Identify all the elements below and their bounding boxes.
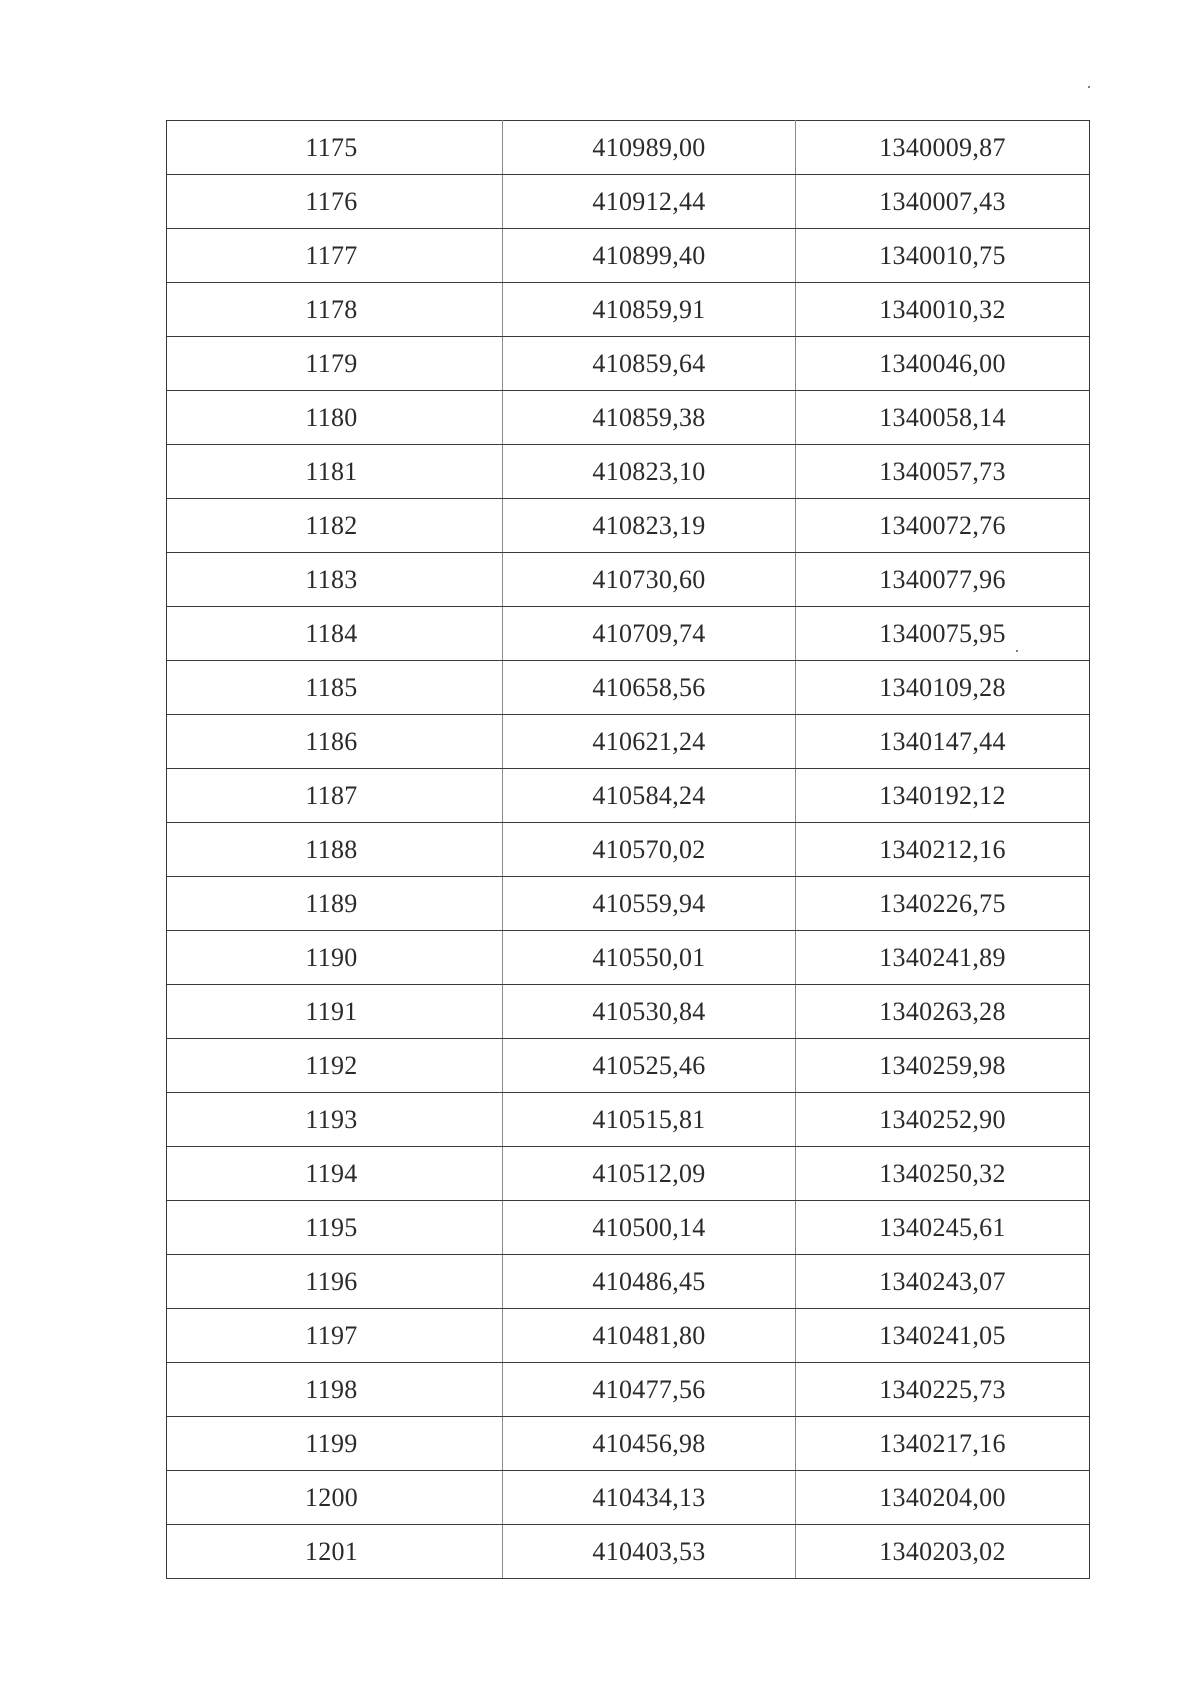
y-coordinate-cell: 1340010,75 <box>796 229 1090 283</box>
y-coordinate-cell: 1340046,00 <box>796 337 1090 391</box>
x-coordinate-cell: 410530,84 <box>503 985 796 1039</box>
point-number-cell: 1201 <box>167 1525 503 1579</box>
table-row <box>167 553 1090 607</box>
table-row <box>167 985 1090 1039</box>
x-coordinate-cell: 410989,00 <box>503 121 796 175</box>
y-coordinate-cell: 1340203,02 <box>796 1525 1090 1579</box>
table-row <box>167 121 1090 175</box>
y-coordinate-cell: 1340109,28 <box>796 661 1090 715</box>
x-coordinate-cell: 410481,80 <box>503 1309 796 1363</box>
table-row <box>167 607 1090 661</box>
y-coordinate-cell: 1340243,07 <box>796 1255 1090 1309</box>
x-coordinate-cell: 410434,13 <box>503 1471 796 1525</box>
point-number-cell: 1190 <box>167 931 503 985</box>
y-coordinate-cell: 1340147,44 <box>796 715 1090 769</box>
table-row <box>167 715 1090 769</box>
x-coordinate-cell: 410500,14 <box>503 1201 796 1255</box>
y-coordinate-cell: 1340058,14 <box>796 391 1090 445</box>
x-coordinate-cell: 410859,38 <box>503 391 796 445</box>
y-coordinate-cell: 1340072,76 <box>796 499 1090 553</box>
coordinates-table-body <box>167 121 1090 1579</box>
y-coordinate-cell: 1340057,73 <box>796 445 1090 499</box>
point-number-cell: 1175 <box>167 121 503 175</box>
point-number-cell: 1177 <box>167 229 503 283</box>
point-number-cell: 1178 <box>167 283 503 337</box>
x-coordinate-cell: 410621,24 <box>503 715 796 769</box>
y-coordinate-cell: 1340241,05 <box>796 1309 1090 1363</box>
table-row <box>167 175 1090 229</box>
y-coordinate-cell: 1340241,89 <box>796 931 1090 985</box>
x-coordinate-cell: 410456,98 <box>503 1417 796 1471</box>
point-number-cell: 1197 <box>167 1309 503 1363</box>
y-coordinate-cell: 1340192,12 <box>796 769 1090 823</box>
table-row <box>167 1309 1090 1363</box>
y-coordinate-cell: 1340009,87 <box>796 121 1090 175</box>
point-number-cell: 1181 <box>167 445 503 499</box>
point-number-cell: 1191 <box>167 985 503 1039</box>
point-number-cell: 1199 <box>167 1417 503 1471</box>
x-coordinate-cell: 410859,91 <box>503 283 796 337</box>
point-number-cell: 1192 <box>167 1039 503 1093</box>
table-row <box>167 931 1090 985</box>
y-coordinate-cell: 1340225,73 <box>796 1363 1090 1417</box>
x-coordinate-cell: 410403,53 <box>503 1525 796 1579</box>
table-row <box>167 661 1090 715</box>
y-coordinate-cell: 1340252,90 <box>796 1093 1090 1147</box>
x-coordinate-cell: 410899,40 <box>503 229 796 283</box>
x-coordinate-cell: 410559,94 <box>503 877 796 931</box>
table-row <box>167 1093 1090 1147</box>
coordinates-table <box>166 120 1090 1579</box>
table-row <box>167 337 1090 391</box>
point-number-cell: 1187 <box>167 769 503 823</box>
point-number-cell: 1189 <box>167 877 503 931</box>
scan-speck <box>1088 86 1090 88</box>
table-row <box>167 1417 1090 1471</box>
point-number-cell: 1176 <box>167 175 503 229</box>
table-row <box>167 769 1090 823</box>
x-coordinate-cell: 410709,74 <box>503 607 796 661</box>
table-row <box>167 499 1090 553</box>
table-row <box>167 229 1090 283</box>
table-row <box>167 1255 1090 1309</box>
point-number-cell: 1186 <box>167 715 503 769</box>
y-coordinate-cell: 1340077,96 <box>796 553 1090 607</box>
point-number-cell: 1180 <box>167 391 503 445</box>
y-coordinate-cell: 1340259,98 <box>796 1039 1090 1093</box>
table-row <box>167 1363 1090 1417</box>
point-number-cell: 1196 <box>167 1255 503 1309</box>
table-row <box>167 1471 1090 1525</box>
y-coordinate-cell: 1340010,32 <box>796 283 1090 337</box>
table-row <box>167 283 1090 337</box>
x-coordinate-cell: 410570,02 <box>503 823 796 877</box>
point-number-cell: 1193 <box>167 1093 503 1147</box>
point-number-cell: 1200 <box>167 1471 503 1525</box>
point-number-cell: 1184 <box>167 607 503 661</box>
x-coordinate-cell: 410486,45 <box>503 1255 796 1309</box>
point-number-cell: 1182 <box>167 499 503 553</box>
x-coordinate-cell: 410477,56 <box>503 1363 796 1417</box>
table-row <box>167 877 1090 931</box>
point-number-cell: 1195 <box>167 1201 503 1255</box>
x-coordinate-cell: 410550,01 <box>503 931 796 985</box>
x-coordinate-cell: 410525,46 <box>503 1039 796 1093</box>
y-coordinate-cell: 1340250,32 <box>796 1147 1090 1201</box>
x-coordinate-cell: 410859,64 <box>503 337 796 391</box>
table-row <box>167 445 1090 499</box>
y-coordinate-cell: 1340075,95 <box>796 607 1090 661</box>
table-row <box>167 1525 1090 1579</box>
table-row <box>167 1147 1090 1201</box>
x-coordinate-cell: 410658,56 <box>503 661 796 715</box>
point-number-cell: 1198 <box>167 1363 503 1417</box>
y-coordinate-cell: 1340212,16 <box>796 823 1090 877</box>
x-coordinate-cell: 410515,81 <box>503 1093 796 1147</box>
y-coordinate-cell: 1340204,00 <box>796 1471 1090 1525</box>
y-coordinate-cell: 1340226,75 <box>796 877 1090 931</box>
x-coordinate-cell: 410823,10 <box>503 445 796 499</box>
x-coordinate-cell: 410730,60 <box>503 553 796 607</box>
x-coordinate-cell: 410912,44 <box>503 175 796 229</box>
table-row <box>167 391 1090 445</box>
point-number-cell: 1183 <box>167 553 503 607</box>
x-coordinate-cell: 410823,19 <box>503 499 796 553</box>
y-coordinate-cell: 1340007,43 <box>796 175 1090 229</box>
table-row <box>167 1201 1090 1255</box>
y-coordinate-cell: 1340245,61 <box>796 1201 1090 1255</box>
point-number-cell: 1179 <box>167 337 503 391</box>
y-coordinate-cell: 1340217,16 <box>796 1417 1090 1471</box>
table-row <box>167 823 1090 877</box>
y-coordinate-cell: 1340263,28 <box>796 985 1090 1039</box>
x-coordinate-cell: 410584,24 <box>503 769 796 823</box>
x-coordinate-cell: 410512,09 <box>503 1147 796 1201</box>
point-number-cell: 1188 <box>167 823 503 877</box>
point-number-cell: 1194 <box>167 1147 503 1201</box>
point-number-cell: 1185 <box>167 661 503 715</box>
table-row <box>167 1039 1090 1093</box>
